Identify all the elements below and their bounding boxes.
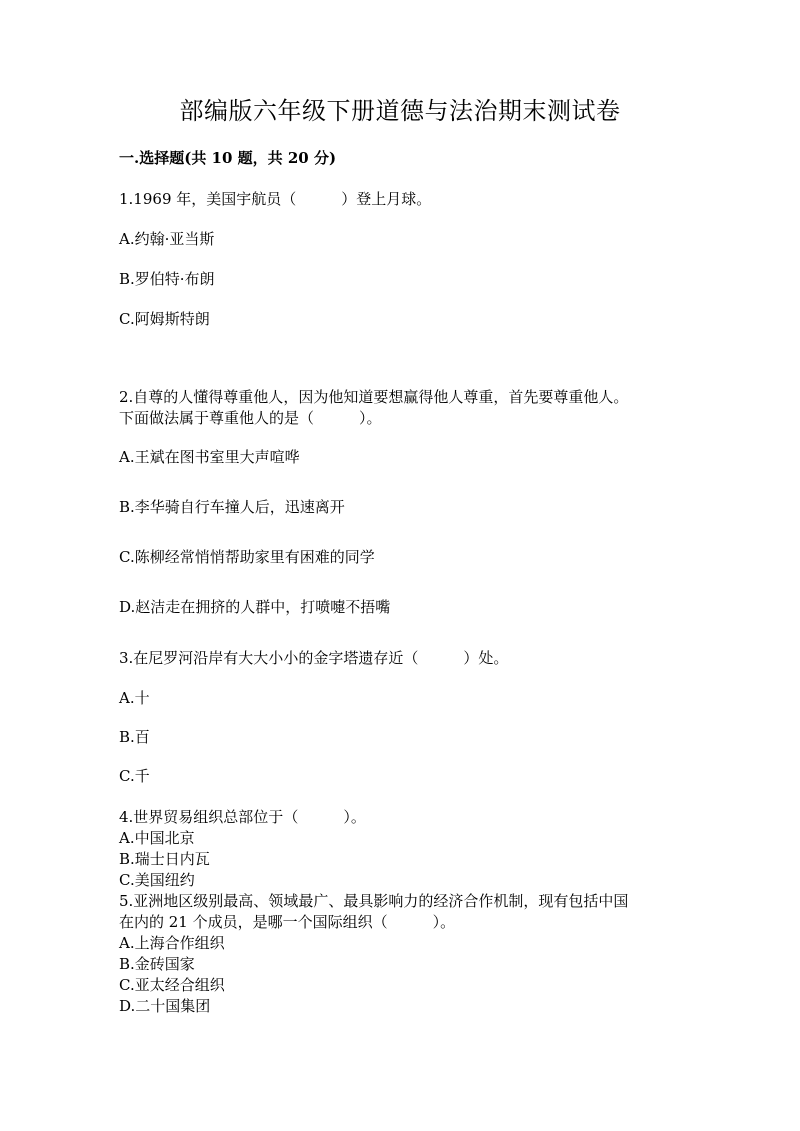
question-3-option-a: A.十 <box>119 689 150 707</box>
question-2-option-d: D.赵洁走在拥挤的人群中，打喷嚏不捂嘴 <box>119 598 391 616</box>
question-2-option-a: A.王斌在图书室里大声喧哗 <box>119 448 300 466</box>
question-5-stem-line-2: 在内的 21 个成员，是哪一个国际组织（ ）。 <box>119 913 456 931</box>
question-3-option-b: B.百 <box>119 728 150 746</box>
question-5-option-d: D.二十国集团 <box>119 997 211 1015</box>
question-4-option-c: C.美国纽约 <box>119 871 195 889</box>
question-5-option-b: B.金砖国家 <box>119 955 195 973</box>
exam-title: 部编版六年级下册道德与法治期末测试卷 <box>179 97 621 125</box>
question-3-stem: 3.在尼罗河沿岸有大大小小的金字塔遗存近（ ）处。 <box>119 649 509 667</box>
question-5-option-a: A.上海合作组织 <box>119 934 225 952</box>
question-1-option-b: B.罗伯特·布朗 <box>119 270 215 288</box>
question-2-option-b: B.李华骑自行车撞人后，迅速离开 <box>119 498 345 516</box>
question-2-option-c: C.陈柳经常悄悄帮助家里有困难的同学 <box>119 548 375 566</box>
question-5-option-c: C.亚太经合组织 <box>119 976 225 994</box>
question-1-stem: 1.1969 年，美国宇航员（ ）登上月球。 <box>119 190 432 208</box>
question-2-stem-line-1: 2.自尊的人懂得尊重他人，因为他知道要想赢得他人尊重，首先要尊重他人。 <box>119 388 629 406</box>
question-5-stem-line-1: 5.亚洲地区级别最高、领域最广、最具影响力的经济合作机制，现有包括中国 <box>119 892 629 910</box>
question-4-stem: 4.世界贸易组织总部位于（ ）。 <box>119 808 366 826</box>
question-4-option-b: B.瑞士日内瓦 <box>119 850 210 868</box>
question-1-option-c: C.阿姆斯特朗 <box>119 310 210 328</box>
question-1-option-a: A.约翰·亚当斯 <box>119 230 215 248</box>
question-2-stem-line-2: 下面做法属于尊重他人的是（ ）。 <box>119 409 382 427</box>
question-3-option-c: C.千 <box>119 767 150 785</box>
section-heading: 一.选择题(共 10 题，共 20 分) <box>119 149 337 167</box>
question-4-option-a: A.中国北京 <box>119 829 195 847</box>
